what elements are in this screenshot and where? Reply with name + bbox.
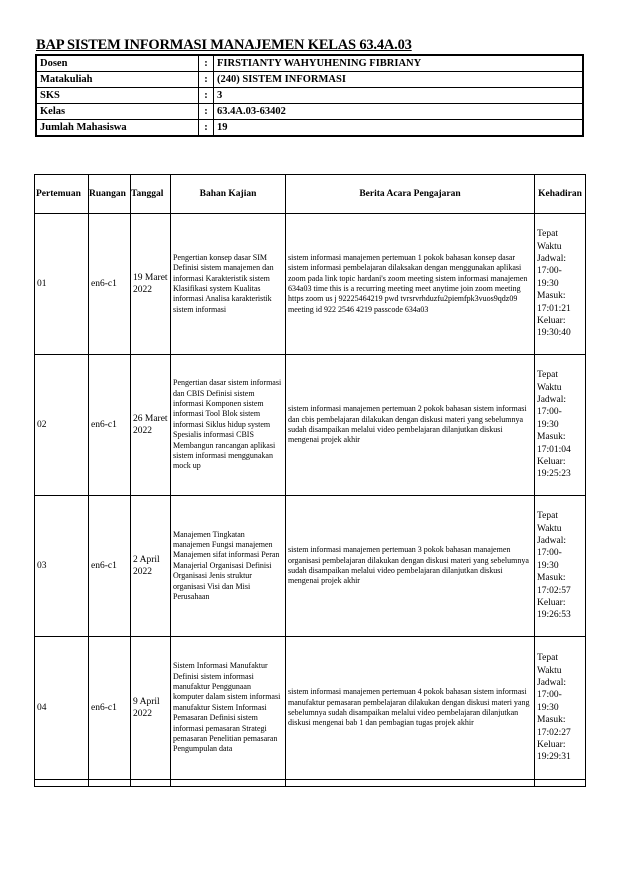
info-value: 3 <box>214 88 584 104</box>
info-separator: : <box>199 104 214 120</box>
attendance-line: 19:30:40 <box>537 328 571 339</box>
attendance-line: 19:30 <box>537 419 559 430</box>
bap-header-row <box>35 175 586 214</box>
info-label: SKS <box>36 88 199 104</box>
attendance-line: 19:29:31 <box>537 752 571 763</box>
header-pertemuan: Pertemuan <box>35 175 89 214</box>
attendance-line: Jadwal: <box>537 677 567 688</box>
attendance-line: Masuk: <box>537 291 566 302</box>
cell-pertemuan: 01 <box>35 214 89 355</box>
info-label: Dosen <box>36 55 199 72</box>
header-bahan-kajian: Bahan Kajian <box>171 175 286 214</box>
cell-pertemuan: 03 <box>35 496 89 637</box>
cell-berita-acara: sistem informasi manajemen pertemuan 3 pokok bahasan manajemen organisasi pembelajaran dilakukan dengan diskusi materi yang sebelumnya sudah disampaikan melalui video pembelajaran dilanjutkan diskusi mengenai projek akhir <box>286 496 535 637</box>
info-value: 19 <box>214 120 584 137</box>
continuation-cell <box>535 780 586 787</box>
cell-kehadiran <box>535 355 586 496</box>
attendance-line: 19:30 <box>537 278 559 289</box>
cell-kehadiran <box>535 637 586 780</box>
attendance-line: 19:26:53 <box>537 610 571 621</box>
attendance-line: Keluar: <box>537 740 566 751</box>
attendance-line: Tepat <box>537 229 558 240</box>
attendance-line: Keluar: <box>537 316 566 327</box>
cell-berita-acara: sistem informasi manajemen pertemuan 1 pokok bahasan konsep dasar sistem informasi pembelajaran dilaksakan dengan menggunakan aplikasi zoom pada link topic hardani's zoom meeting sistem informasi manajemen 634a03 time this is a recurring meeting meet anytime join zoom meeting https zoom us j 92225464219 pwd tvrsrvrhduzfu2piemfpk3vuos9qdz09 meeting id 922 2546 4219 passcode 634a03 <box>286 214 535 355</box>
attendance-line: Jadwal: <box>537 394 567 405</box>
course-info-table <box>35 54 584 137</box>
attendance-line: Tepat <box>537 370 558 381</box>
attendance-line: Tepat <box>537 653 558 664</box>
header-kehadiran: Kehadiran <box>535 175 586 214</box>
attendance-line: Masuk: <box>537 432 566 443</box>
cell-bahan-kajian: Pengertian konsep dasar SIM Definisi sistem manajemen dan informasi Karakteristik sistem Klasifikasi system Kualitas informasi Analisa karakteristik sistem informasi <box>171 214 286 355</box>
bap-table <box>34 174 586 787</box>
info-row <box>36 55 583 72</box>
attendance-line: 17:00- <box>537 266 562 277</box>
attendance-line: Waktu <box>537 523 562 534</box>
attendance-line: 17:01:21 <box>537 303 571 314</box>
info-row <box>36 104 583 120</box>
attendance-line: Waktu <box>537 382 562 393</box>
cell-ruangan: en6-c1 <box>89 355 131 496</box>
cell-berita-acara: sistem informasi manajemen pertemuan 4 pokok bahasan sistem informasi manufaktur pemasaran pembelajaran dilakukan dengan diskusi materi yang sebelumnya sudah disampaikan melalui video pembelajaran dilanjutkan diskusi mengenai bab 1 dan pembagian tugas projek akhir <box>286 637 535 780</box>
header-ruangan: Ruangan <box>89 175 131 214</box>
attendance-line: 17:01:04 <box>537 444 571 455</box>
info-label: Jumlah Mahasiswa <box>36 120 199 137</box>
attendance-line: 19:30 <box>537 560 559 571</box>
info-separator: : <box>199 55 214 72</box>
info-separator: : <box>199 120 214 137</box>
info-row <box>36 88 583 104</box>
attendance-line: 17:00- <box>537 407 562 418</box>
page-title: BAP SISTEM INFORMASI MANAJEMEN KELAS 63.4A.03 <box>36 37 412 53</box>
attendance-line: Masuk: <box>537 715 566 726</box>
cell-ruangan: en6-c1 <box>89 496 131 637</box>
cell-kehadiran <box>535 496 586 637</box>
header-tanggal: Tanggal <box>131 175 171 214</box>
continuation-cell <box>286 780 535 787</box>
table-row <box>35 637 586 780</box>
attendance-line: 19:30 <box>537 702 559 713</box>
info-row <box>36 72 583 88</box>
info-value: (240) SISTEM INFORMASI <box>214 72 584 88</box>
continuation-cell <box>131 780 171 787</box>
attendance-line: Tepat <box>537 511 558 522</box>
cell-tanggal: 9 April 2022 <box>131 637 171 780</box>
attendance-line: Jadwal: <box>537 535 567 546</box>
cell-ruangan: en6-c1 <box>89 214 131 355</box>
attendance-line: Waktu <box>537 665 562 676</box>
cell-bahan-kajian: Sistem Informasi Manufaktur Definisi sistem informasi manufaktur Penggunaan komputer dalam sistem informasi manufaktur Sistem Informasi Pemasaran Definisi sistem informasi pemasaran Strategi pemasaran Penelitian pemasaran Pengumpulan data <box>171 637 286 780</box>
cell-tanggal: 26 Maret 2022 <box>131 355 171 496</box>
attendance-line: 17:00- <box>537 548 562 559</box>
info-label: Kelas <box>36 104 199 120</box>
attendance-line: 17:00- <box>537 690 562 701</box>
attendance-line: Masuk: <box>537 573 566 584</box>
cell-ruangan: en6-c1 <box>89 637 131 780</box>
header-berita-acara: Berita Acara Pengajaran <box>286 175 535 214</box>
cell-kehadiran <box>535 214 586 355</box>
cell-berita-acara: sistem informasi manajemen pertemuan 2 pokok bahasan sistem informasi dan cbis pembelajaran dilakukan dengan diskusi materi yang sebelumnya sudah disampaikan melalui video pembelajaran dilanjutkan diskusi mengenai projek akhir <box>286 355 535 496</box>
attendance-line: Keluar: <box>537 598 566 609</box>
attendance-line: 19:25:23 <box>537 469 571 480</box>
attendance-line: 17:02:57 <box>537 585 571 596</box>
cell-tanggal: 2 April 2022 <box>131 496 171 637</box>
attendance-line: 17:02:27 <box>537 727 571 738</box>
continuation-cell <box>89 780 131 787</box>
attendance-line: Keluar: <box>537 457 566 468</box>
table-row <box>35 355 586 496</box>
attendance-line: Jadwal: <box>537 253 567 264</box>
info-value: 63.4A.03-63402 <box>214 104 584 120</box>
info-label: Matakuliah <box>36 72 199 88</box>
info-separator: : <box>199 88 214 104</box>
table-row <box>35 496 586 637</box>
attendance-line: Waktu <box>537 241 562 252</box>
info-value: FIRSTIANTY WAHYUHENING FIBRIANY <box>214 55 584 72</box>
table-row <box>35 214 586 355</box>
continuation-row <box>35 780 586 787</box>
info-separator: : <box>199 72 214 88</box>
continuation-cell <box>171 780 286 787</box>
cell-tanggal: 19 Maret 2022 <box>131 214 171 355</box>
cell-pertemuan: 02 <box>35 355 89 496</box>
continuation-cell <box>35 780 89 787</box>
info-row <box>36 120 583 137</box>
cell-bahan-kajian: Manajemen Tingkatan manajemen Fungsi manajemen Manajemen sifat informasi Peran Manajerial Organisasi Definisi Organisasi Jenis struktur organisasi Visi dan Misi Perusahaan <box>171 496 286 637</box>
cell-bahan-kajian: Pengertian dasar sistem informasi dan CBIS Definisi sistem informasi Komponen sistem informasi Tool Blok sistem informasi Siklus hidup system Spesialis informasi CBIS Membangun rancangan aplikasi sistem informasi menggunakan mock up <box>171 355 286 496</box>
cell-pertemuan: 04 <box>35 637 89 780</box>
